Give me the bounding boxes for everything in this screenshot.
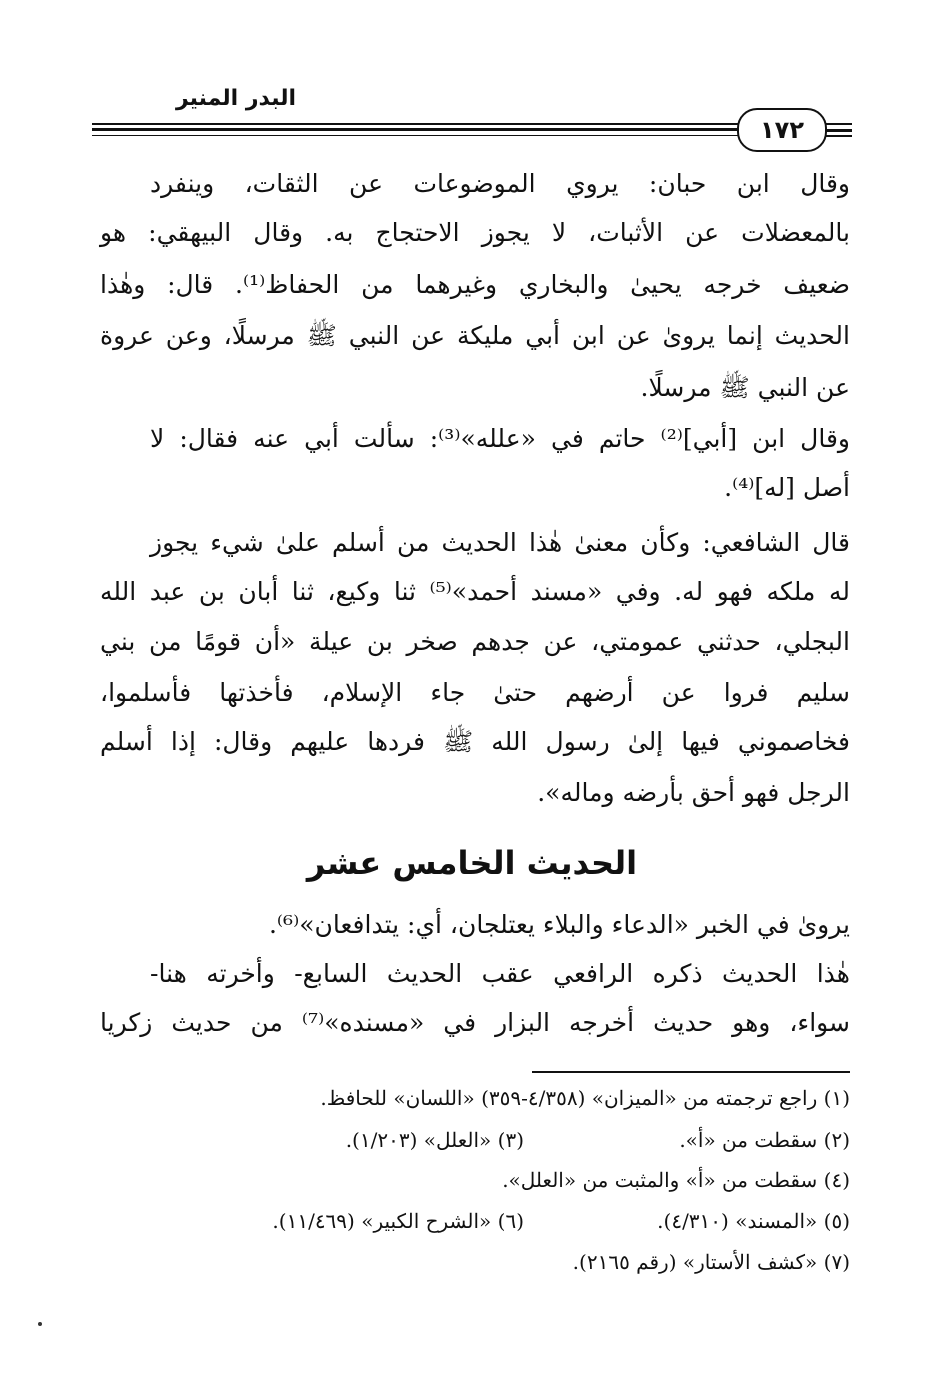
- text-line: يرویٰ في الخبر «الدعاء والبلاء يعتلجان، أي: يتدافعان»⁽⁶⁾.: [268, 910, 850, 939]
- running-title: البدر المنير: [152, 86, 300, 111]
- text-line: البجلي، حدثني عمومتي، عن جدهم صخر بن عيلة «أن قومًا من بني: [100, 627, 850, 656]
- text-line: هٰذا الحديث ذكره الرافعي عقب الحديث السابع- وأخرته هنا-: [150, 959, 850, 988]
- page-number-text: ١٧٢: [760, 116, 804, 144]
- text-line: عن النبي ﷺ مرسلًا.: [640, 373, 850, 402]
- text-line: له ملكه فهو له. وفي «مسند أحمد»⁽⁵⁾ ثنا وكيع، ثنا أبان بن عبد الله: [100, 577, 850, 606]
- header-rule: [92, 135, 792, 136]
- text-line: وقال ابن حبان: يروي الموضوعات عن الثقات، وينفرد: [150, 169, 850, 198]
- page-number: [737, 108, 827, 152]
- footnote-rule: [532, 1071, 850, 1073]
- footnote: (٤) سقطت من «أ» والمثبت من «العلل».: [502, 1168, 850, 1192]
- footnote: (٦) «الشرح الكبير» (١١/٤٦٩).: [272, 1209, 524, 1233]
- text-line: ضعيف خرجه يحيىٰ والبخاري وغيرهما من الحفاظ⁽¹⁾. قال: وهٰذا: [100, 270, 850, 299]
- scan-speck: [38, 1322, 42, 1326]
- text-line: الرجل فهو أحق بأرضه وماله».: [537, 778, 850, 807]
- text-line: بالمعضلات عن الأثبات، لا يجوز الاحتجاج به. وقال البيهقي: هو: [100, 218, 850, 247]
- footnote: (١) راجع ترجمته من «الميزان» (٤/٣٥٨-٣٥٩) «اللسان» للحافظ.: [320, 1086, 850, 1110]
- footnote: (٢) سقطت من «أ».: [679, 1128, 850, 1152]
- header-rule: [92, 123, 792, 125]
- text-line: وقال ابن [أبي]⁽²⁾ حاتم في «علله»⁽³⁾: سألت أبي عنه فقال: لا: [150, 424, 850, 453]
- text-line: الحديث إنما يرویٰ عن ابن أبي مليكة عن النبي ﷺ مرسلًا، وعن عروة: [100, 321, 850, 350]
- footnote: (٧) «كشف الأستار» (رقم ٢١٦٥).: [572, 1250, 850, 1274]
- text-line: أصل [له]⁽⁴⁾.: [724, 473, 850, 502]
- section-heading: الحديث الخامس عشر: [306, 844, 638, 882]
- text-line: فخاصموني فيها إلىٰ رسول الله ﷺ فردها عليهم وقال: إذا أسلم: [100, 727, 850, 756]
- text-line: سواء، وهو حديث أخرجه البزار في «مسنده»⁽⁷⁾ من حديث زكريا: [100, 1008, 850, 1037]
- footnote: (٣) «العلل» (١/٢٠٣).: [345, 1128, 524, 1152]
- text-line: قال الشافعي: وكأن معنىٰ هٰذا الحديث من أسلم علىٰ شيء يجوز: [150, 528, 850, 557]
- text-line: سليم فروا عن أرضهم حتىٰ جاء الإسلام، فأخذتها فأسلموا،: [100, 678, 850, 707]
- header-rule: [92, 128, 792, 131]
- footnote: (٥) «المسند» (٤/٣١٠).: [657, 1209, 850, 1233]
